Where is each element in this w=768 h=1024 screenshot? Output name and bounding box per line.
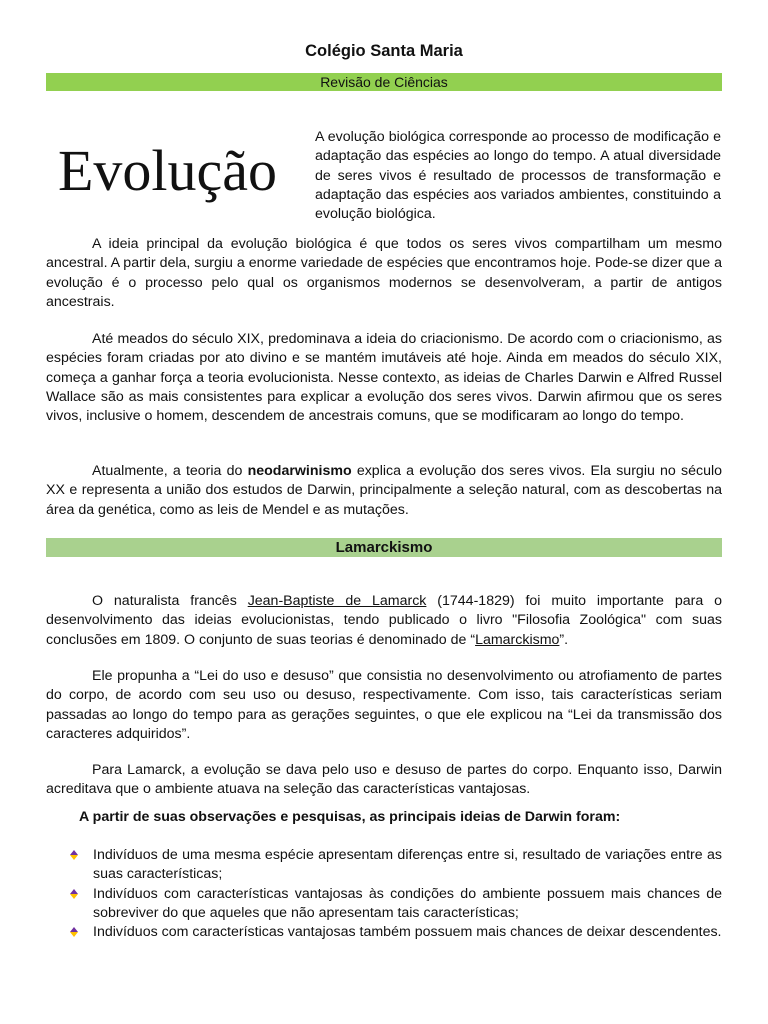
lamarckismo-link[interactable]: Lamarckismo (475, 631, 560, 648)
p3-text-start: Atualmente, a teoria do (92, 463, 248, 479)
paragraph-neodarwinismo (46, 462, 722, 520)
darwin-ideas-list (46, 846, 722, 942)
intro-paragraph: A evolução biológica corresponde ao processo de modificação e adaptação das espécies ao longo do tempo. A atual diversidade de seres vivos é resultado de processos de transformação e adaptação das espécies aos variados ambientes, constituindo a evolução biológica. (315, 129, 721, 223)
neodarwinismo-term: neodarwinismo (247, 463, 352, 479)
bullet-text: Indivíduos com características vantajosas às condições do ambiente possuem mais chances de sobreviver do que aqueles que não apresentam tais características; (93, 885, 722, 921)
list-item (46, 846, 722, 885)
bullet-text: Indivíduos com características vantajosas também possuem mais chances de deixar descendentes. (93, 924, 722, 941)
paragraph-uso-desuso: Ele propunha a “Lei do uso e desuso” que consistia no desenvolvimento ou atrofiamento de partes do corpo, de acordo com seu uso ou desuso, respectivamente. Com isso, tais características seriam passadas ao longo do tempo para as gerações seguintes, o que ele explicou na “Lei da transmissão dos caracteres adquiridos”. (46, 668, 722, 742)
arrow-bullet-icon (68, 888, 80, 900)
p4-text-start: O naturalista francês (92, 593, 248, 609)
arrow-bullet-icon (68, 849, 80, 861)
p3-text-end: explica a evolução dos seres vivos. Ela surgiu no século XX e representa a união dos estudos de Darwin, principalmente a seleção natural, com as descobertas na área da genética, como as leis de Mendel e as mutações. (46, 463, 722, 518)
p4-text-end: ”. (559, 631, 569, 648)
paragraph-lamarck-darwin: Para Lamarck, a evolução se dava pelo uso e desuso de partes do corpo. Enquanto isso, Darwin acreditava que o ambiente atuava na seleção das características vantajosas. (46, 762, 722, 798)
darwin-ideas-lead: A partir de suas observações e pesquisas, as principais ideias de Darwin foram: (79, 809, 621, 825)
document-title: Evolução (58, 138, 278, 203)
subject-banner: Revisão de Ciências (46, 73, 722, 91)
list-item (46, 885, 722, 924)
p4-text-middle: (1744-1829) foi muito importante para o desenvolvimento das ideias evolucionistas, tendo publicado o livro "Filosofia Zoológica" com suas conclusões em 1809. O conjunto de suas teorias é denominado de “ (46, 593, 723, 648)
paragraph-lamarck (46, 592, 722, 650)
lamarck-link[interactable]: Jean-Baptiste de Lamarck (247, 593, 427, 609)
paragraph-criacionismo: Até meados do século XIX, predominava a ideia do criacionismo. De acordo com o criacionismo, as espécies foram criadas por ato divino e se mantém imutáveis até hoje. Ainda em meados do século XIX, começa a ganhar força a teoria evolucionista. Nesse contexto, as ideias de Charles Darwin e Alfred Russel Wallace são as mais consistentes para explicar a evolução dos seres vivos. Darwin afirmou que os seres vivos, inclusive o homem, descendem de ancestrais comuns, que se modificaram ao longo do tempo. (46, 331, 722, 425)
arrow-bullet-icon (68, 926, 80, 938)
section-heading-lamarckismo: Lamarckismo (46, 538, 722, 557)
school-name: Colégio Santa Maria (305, 42, 463, 60)
paragraph-ancestral: A ideia principal da evolução biológica é que todos os seres vivos compartilham um mesmo ancestral. A partir dela, surgiu a enorme variedade de espécies que encontramos hoje. Pode-se dizer que a evolução é o processo pelo qual os organismos modernos se desenvolveram, a partir de antigos ancestrais. (46, 236, 722, 310)
list-item (46, 923, 722, 942)
bullet-text: Indivíduos de uma mesma espécie apresentam diferenças entre si, resultado de variações entre as suas características; (93, 847, 722, 883)
